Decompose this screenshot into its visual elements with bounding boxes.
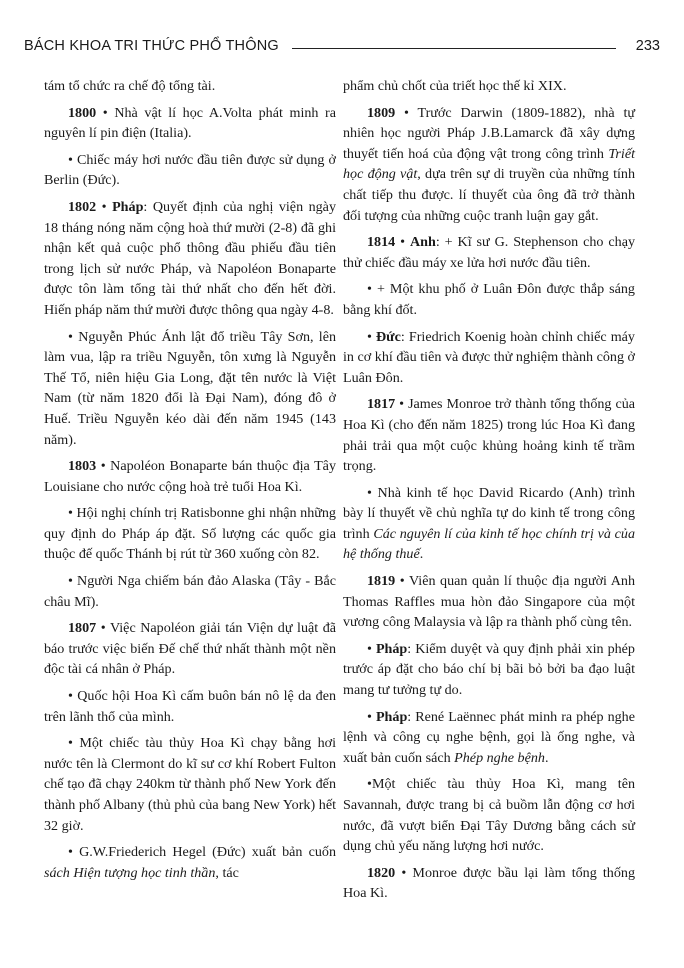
left-column (44, 76, 336, 889)
chronology-entry: 1819 • Viên quan quản lí thuộc địa người Anh Thomas Raffles mua hòn đảo Singapore của một vương công Malaysia và lập ra thành phố cùng tên. (343, 573, 635, 631)
right-column (343, 76, 635, 910)
entry-text: Friedrich Koenig hoàn chỉnh chiếc máy in cơ khí đầu tiên và được thử nghiệm thành công ở Luân Đôn. (343, 328, 635, 386)
entry-year: 1820 (367, 864, 396, 881)
chronology-entry (343, 76, 635, 97)
entry-text: Kiểm duyệt và quy định phải xin phép trước áp đặt cho báo chí bị bãi bỏ bởi ba đạo luật mang tư tưởng tự do. (343, 640, 635, 699)
chronology-entry: • + Một khu phố ở Luân Đôn được thắp sáng bằng khí đốt. (343, 281, 635, 318)
entry-year: 1819 (367, 573, 396, 590)
chronology-entry: • Chiếc máy hơi nước đầu tiên được sử dụng ở Berlin (Đức). (44, 151, 336, 189)
entry-country: Pháp (375, 640, 408, 657)
chronology-entry: • Pháp: René Laënnec phát minh ra phép nghe lệnh và công cụ nghe bệnh, gọi là ống nghe, và xuất bản cuốn sách Phép nghe bệnh. (343, 708, 635, 766)
entry-year: 1809 (367, 104, 396, 121)
entry-country: Đức (376, 328, 401, 345)
chronology-entry: 1814 • Anh: + Kĩ sư G. Stephenson cho chạy thử chiếc đầu máy xe lửa hơi nước đầu tiên. (343, 234, 635, 271)
entry-year: 1803 (68, 458, 97, 475)
chronology-entry: • Pháp: Kiểm duyệt và quy định phải xin phép trước áp đặt cho báo chí bị bãi bỏ bởi ba đạo luật mang tư tưởng tự do. (343, 640, 635, 699)
entry-text: Viên quan quản lí thuộc địa người Anh Thomas Raffles mua hòn đảo Singapore của một vương công Malaysia và lập ra thành phố cùng tên. (343, 573, 635, 631)
entry-text: Nhà kinh tế học David Ricardo (Anh) trình bày lí thuyết về chủ nghĩa tự do kinh tế trong công trình (343, 484, 635, 542)
chronology-entry: 1802 • Pháp: Quyết định của nghị viện ngày 18 tháng nóng năm cộng hoà thứ mười (2-8) đã ghi nhận kết quả cuộc phổ thông đầu phiếu đầu tiên trong lịch sử nước Pháp, và Napoléon Bonaparte được tôn làm tổng tài thứ nhất cho đến hết đời. Hiến pháp năm thứ mười được thông qua ngày 4-8. (44, 198, 336, 318)
entry-text: Nguyễn Phúc Ánh lật đổ triều Tây Sơn, lên làm vua, lập ra triều Nguyễn, tôn xưng là Nguyễn Thế Tổ, niên hiệu Gia Long, đặt tên nước là Việt Nam (từ năm 1820 đổi là Đại Nam), đóng đô ở Huế. Triều Nguyễn kéo dài đến năm 1945 (143 năm). (44, 328, 336, 448)
entry-text: Quyết định của nghị viện ngày 18 tháng nóng năm cộng hoà thứ mười (2-8) đã ghi nhận kết quả cuộc phổ thông đầu phiếu đầu tiên trong lịch sử nước Pháp, và Napoléon Bonaparte được tôn làm tổng tài thứ nhất cho đến hết đời. Hiến pháp năm thứ mười được thông qua ngày 4-8. (44, 198, 336, 318)
entry-text: Trước Darwin (1809-1882), nhà tự nhiên học người Pháp J.B.Lamarck đã xây dựng thuyết tiến hoá của động vật trong công trình (343, 104, 635, 162)
entry-text: G.W.Friederich Hegel (Đức) xuất bản cuốn (79, 844, 336, 861)
entry-country: Anh (409, 234, 436, 251)
chronology-entry (44, 76, 336, 97)
entry-text-after: . (544, 749, 549, 766)
running-head-title: BÁCH KHOA TRI THỨC PHỔ THÔNG (24, 38, 279, 54)
entry-text-after: , dựa trên sự di truyền của những tính chất tiếp thu được. lí thuyết của ông đã trở thành đối tượng của những cuộc tranh luận gay gắt. (343, 166, 635, 224)
chronology-entry: 1817 • James Monroe trở thành tổng thống của Hoa Kì (cho đến năm 1825) trong lúc Hoa Kì đang phải trải qua một cuộc khủng hoảng kinh tế trầm trọng. (343, 396, 636, 475)
chronology-entry: 1803 • Napoléon Bonaparte bán thuộc địa Tây Louisiane cho nước cộng hoà trẻ tuổi Hoa Kì. (44, 458, 336, 495)
chronology-entry: 1820 • Monroe được bầu lại làm tổng thống Hoa Kì. (343, 864, 635, 902)
chronology-entry: • Hội nghị chính trị Ratisbonne ghi nhận những quy định do Pháp áp đặt. Số lượng các quốc gia thuộc đế quốc Thánh bị rút từ 360 xuống còn 82. (44, 505, 336, 563)
entry-title-italic: Triết học động vật (343, 145, 635, 183)
entry-text: Việc Napoléon giải tán Viện dự luật đã báo trước việc biến Đế chế thứ nhất thành một nền độc tài cá nhân ở Pháp. (44, 620, 336, 678)
entry-text-after: . (419, 546, 424, 563)
entry-year: 1807 (68, 620, 97, 637)
entry-text-after: , tác (215, 864, 239, 881)
entry-text: Nhà vật lí học A.Volta phát minh ra nguyên lí pin điện (Italia). (44, 104, 336, 142)
entry-text: James Monroe trở thành tổng thống của Hoa Kì (cho đến năm 1825) trong lúc Hoa Kì đang phải trải qua một cuộc khủng hoảng kinh tế trầm trọng. (343, 396, 636, 475)
page-number: 233 (635, 38, 660, 54)
chronology-entry: • G.W.Friederich Hegel (Đức) xuất bản cuốn sách Hiện tượng học tinh thần, tác (44, 844, 336, 881)
entry-text: Hội nghị chính trị Ratisbonne ghi nhận những quy định do Pháp áp đặt. Số lượng các quốc gia thuộc đế quốc Thánh bị rút từ 360 xuống còn 82. (44, 505, 336, 563)
entry-text: Một chiếc tàu thủy Hoa Kì, mang tên Savannah, được trang bị cả buồm lẫn động cơ hơi nước, đã vượt biển Đại Tây Dương bằng cách sử dụng chủ yếu năng lượng hơi nước. (343, 776, 635, 855)
entry-text: Một chiếc tàu thủy Hoa Kì chạy bằng hơi nước tên là Clermont do kĩ sư cơ khí Robert Fulton chế tạo đã chạy 240km từ thành phố New York đến thành phố Albany (thủ phủ của bang New York) hết 32 giờ. (44, 735, 336, 834)
header-rule (292, 48, 616, 49)
entry-text: Người Nga chiếm bán đảo Alaska (Tây - Bắc châu Mĩ). (44, 573, 336, 610)
entry-text: René Laënnec phát minh ra phép nghe lệnh và công cụ nghe bệnh, gọi là ống nghe, và xuất bản cuốn sách (343, 708, 635, 766)
entry-text: Chiếc máy hơi nước đầu tiên được sử dụng ở Berlin (Đức). (44, 151, 336, 189)
entry-title-italic: Phép nghe bệnh (454, 749, 545, 766)
chronology-entry: • Một chiếc tàu thủy Hoa Kì chạy bằng hơi nước tên là Clermont do kĩ sư cơ khí Robert Fulton chế tạo đã chạy 240km từ thành phố New York đến thành phố Albany (thủ phủ của bang New York) hết 32 giờ. (44, 735, 336, 834)
page-header (24, 38, 660, 60)
entry-year: 1817 (367, 396, 396, 413)
entry-text: tám tổ chức ra chế độ tổng tài. (44, 78, 216, 94)
entry-year: 1800 (68, 104, 97, 121)
chronology-entry: 1809 • Trước Darwin (1809-1882), nhà tự nhiên học người Pháp J.B.Lamarck đã xây dựng thuyết tiến hoá của động vật trong công trình Triết học động vật, dựa trên sự di truyền của những tính chất tiếp thu được. lí thuyết của ông đã trở thành đối tượng của những cuộc tranh luận gay gắt. (343, 104, 635, 224)
chronology-entry: 1807 • Việc Napoléon giải tán Viện dự luật đã báo trước việc biến Đế chế thứ nhất thành một nền độc tài cá nhân ở Pháp. (44, 620, 336, 678)
chronology-entry: • Người Nga chiếm bán đảo Alaska (Tây - Bắc châu Mĩ). (44, 573, 336, 610)
entry-text: Quốc hội Hoa Kì cấm buôn bán nô lệ da đen trên lãnh thổ của mình. (44, 688, 336, 725)
chronology-entry: 1800 • Nhà vật lí học A.Volta phát minh ra nguyên lí pin điện (Italia). (44, 104, 336, 142)
entry-year: 1802 (68, 198, 97, 215)
entry-country: Pháp (112, 198, 144, 215)
chronology-entry: • Quốc hội Hoa Kì cấm buôn bán nô lệ da đen trên lãnh thổ của mình. (44, 688, 336, 725)
chronology-entry: •Một chiếc tàu thủy Hoa Kì, mang tên Savannah, được trang bị cả buồm lẫn động cơ hơi nước, đã vượt biển Đại Tây Dương bằng cách sử dụng chủ yếu năng lượng hơi nước. (343, 776, 635, 855)
chronology-entry: • Nguyễn Phúc Ánh lật đổ triều Tây Sơn, lên làm vua, lập ra triều Nguyễn, tôn xưng là Nguyễn Thế Tổ, niên hiệu Gia Long, đặt tên nước là Việt Nam (từ năm 1820 đổi là Đại Nam), đóng đô ở Huế. Triều Nguyễn kéo dài đến năm 1945 (143 năm). (44, 328, 336, 448)
chronology-entry: • Nhà kinh tế học David Ricardo (Anh) trình bày lí thuyết về chủ nghĩa tự do kinh tế trong công trình Các nguyên lí của kinh tế học chính trị và của hệ thống thuế. (343, 484, 635, 563)
entry-text: + Một khu phố ở Luân Đôn được thắp sáng bằng khí đốt. (343, 281, 635, 318)
chronology-entry: • Đức: Friedrich Koenig hoàn chỉnh chiếc máy in cơ khí đầu tiên và được thử nghiệm thành công ở Luân Đôn. (343, 328, 635, 386)
entry-text: + Kĩ sư G. Stephenson cho chạy thử chiếc đầu máy xe lửa hơi nước đầu tiên. (343, 234, 635, 271)
entry-year: 1814 (367, 234, 396, 251)
entry-title-italic: Các nguyên lí của kinh tế học chính trị và của hệ thống thuế (343, 525, 635, 563)
entry-text: Napoléon Bonaparte bán thuộc địa Tây Louisiane cho nước cộng hoà trẻ tuổi Hoa Kì. (44, 458, 336, 495)
entry-text: Monroe được bầu lại làm tổng thống Hoa Kì. (343, 864, 635, 902)
entry-country: Pháp (375, 708, 408, 725)
entry-title-italic: sách Hiện tượng học tinh thần (44, 864, 216, 881)
entry-text: phẩm chủ chốt của triết học thế kỉ XIX. (343, 78, 567, 94)
